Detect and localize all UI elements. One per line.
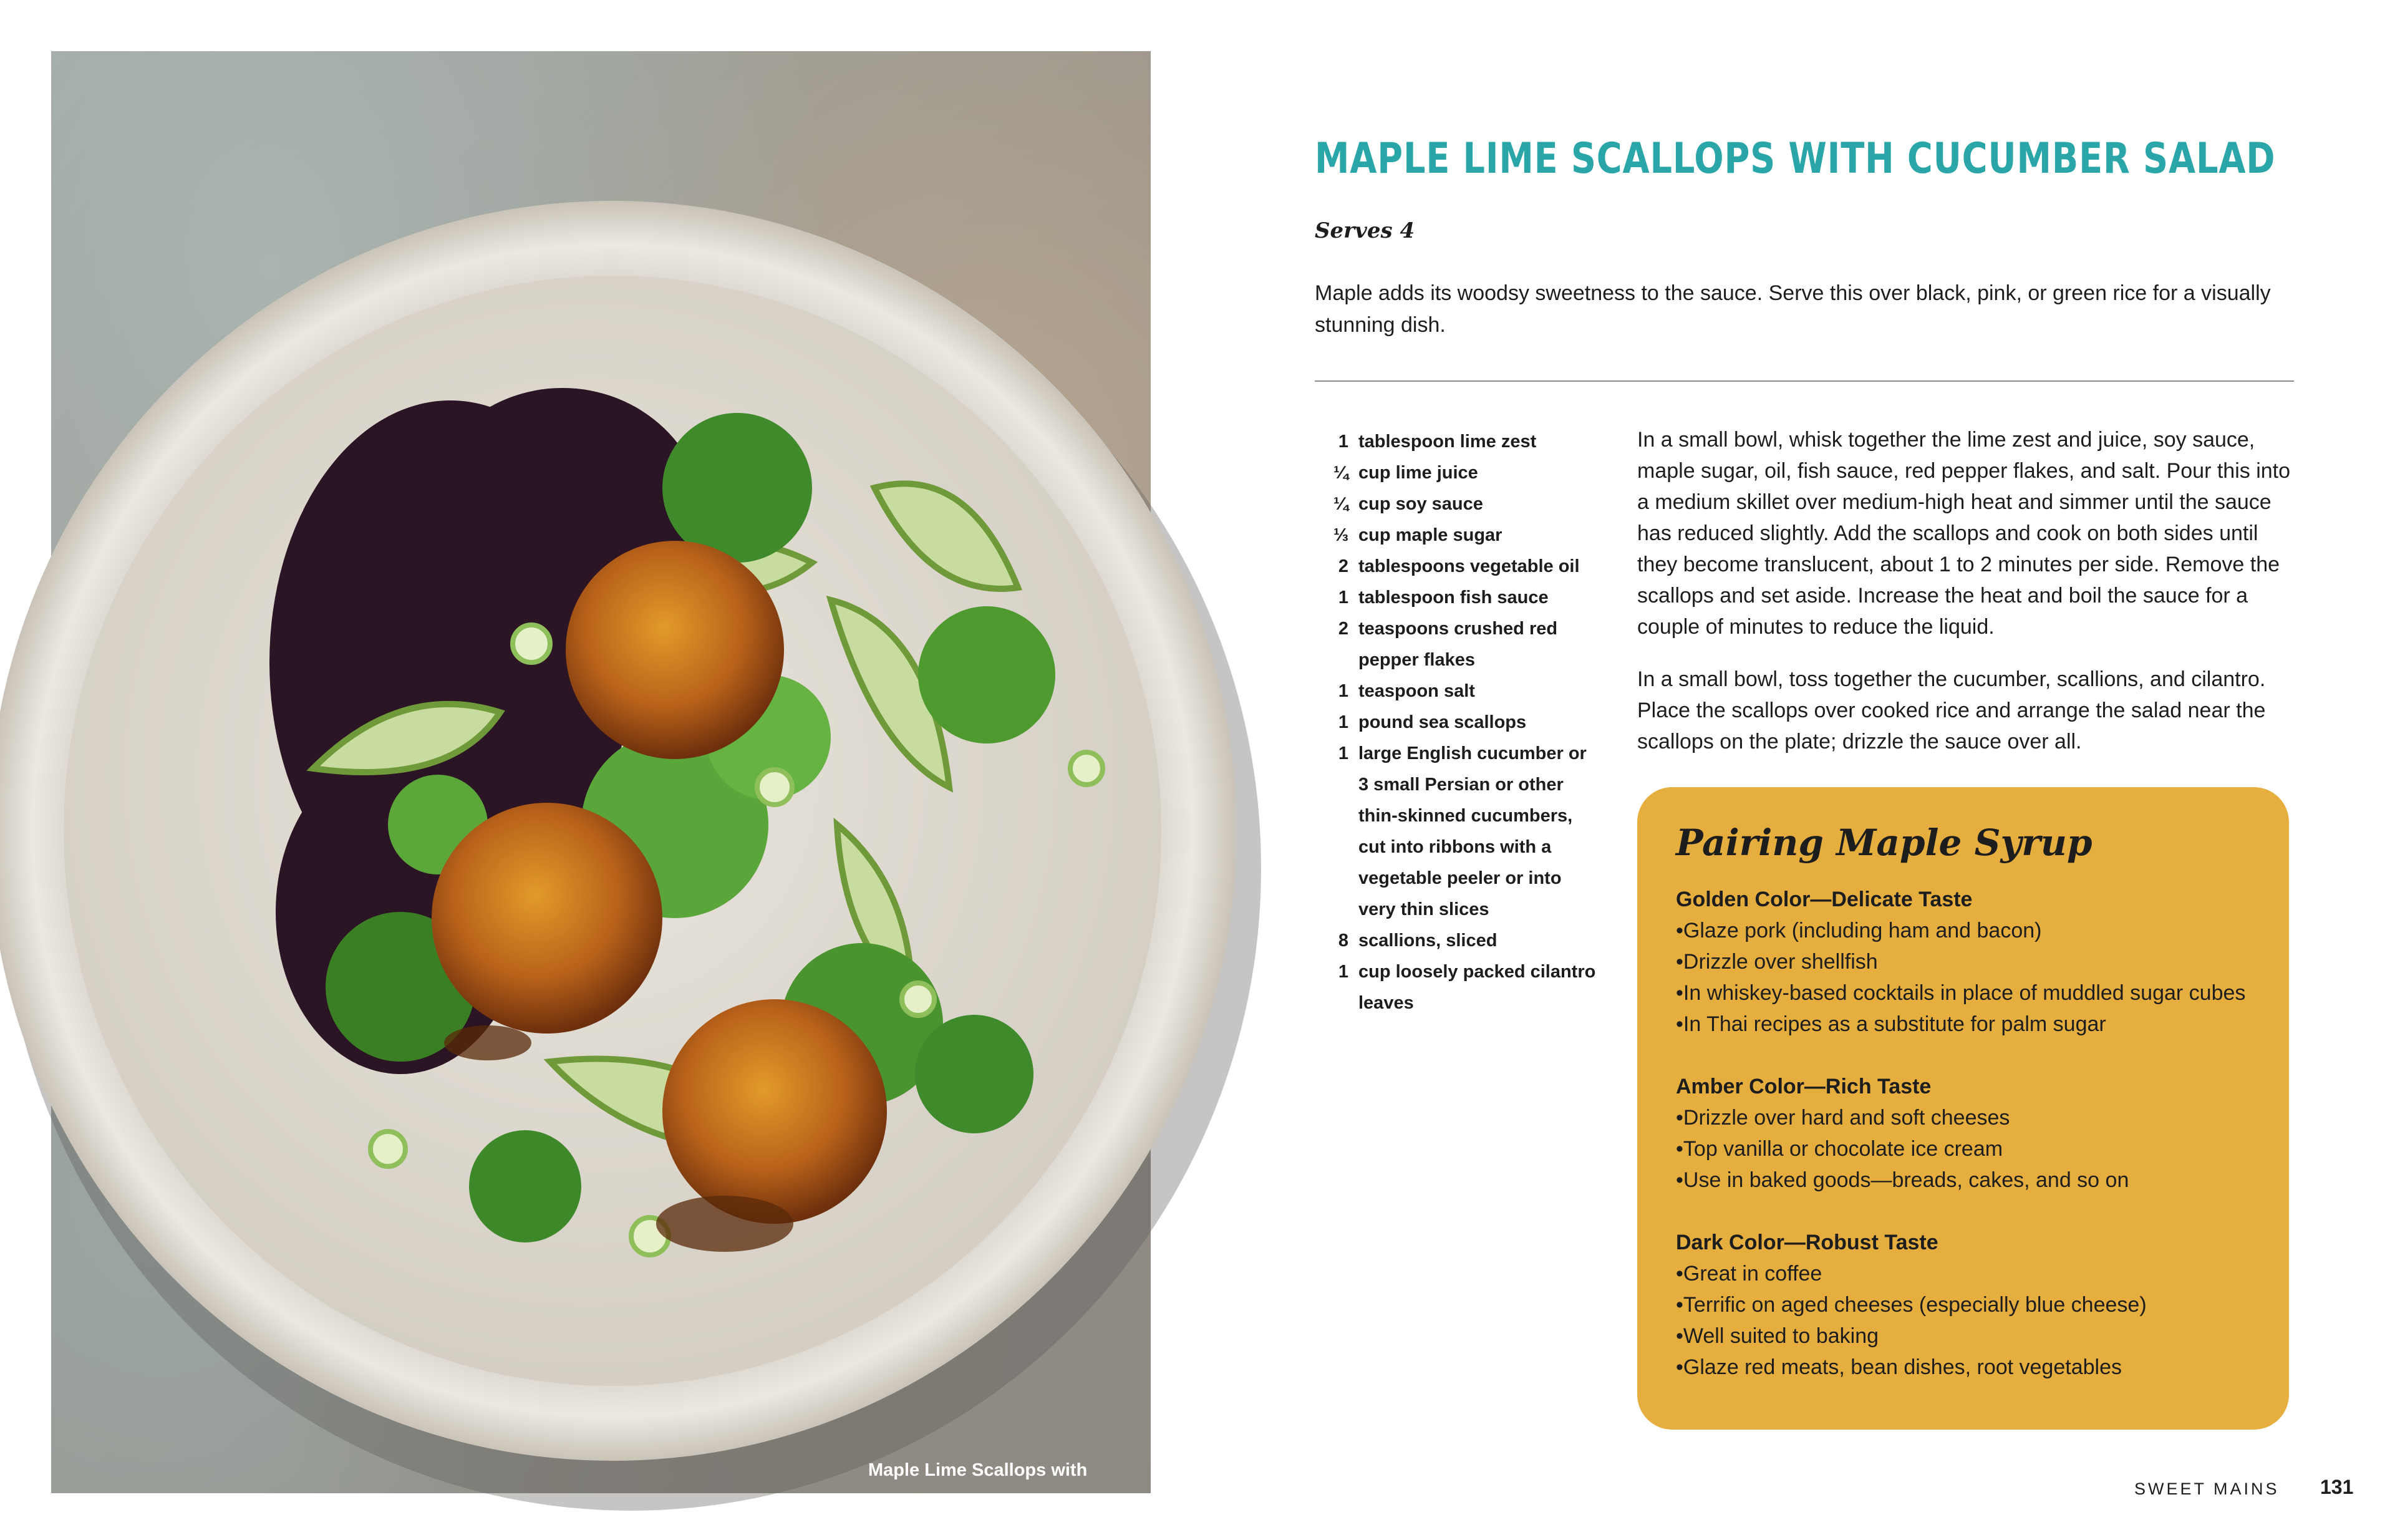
ingredient-qty: 8 <box>1338 931 1348 951</box>
ingredient-item: tablespoons vegetable oil <box>1358 556 1580 576</box>
ingredient-row <box>1322 520 1597 551</box>
ingredient-qty: 1 <box>1338 962 1348 982</box>
grade-title: Dark Color—Robust Taste <box>1676 1231 1938 1254</box>
ingredient-qty: ⅓ <box>1333 525 1348 545</box>
pairing-sidebar <box>1637 787 2289 1430</box>
ingredient-item: cup loosely packed cilantro leaves <box>1358 962 1596 1013</box>
ingredient-row <box>1322 426 1597 457</box>
method-step-1: In a small bowl, whisk together the lime zest and juice, soy sauce, maple sugar, oil, fish sauce, red pepper flakes, and salt. Pour this into a medium skillet over medium-high heat and simmer until the sauce has reduced slightly. Add the scallops and cook on both sides until they become translucent, about 1 to 2 minutes per side. Remove the scallops and set aside. Increase the heat and boil the sauce for a couple of minutes to reduce the liquid. <box>1637 428 2291 639</box>
use-item: • Glaze pork (including ham and bacon) <box>1676 915 2275 946</box>
ingredient-qty: 1 <box>1338 743 1348 763</box>
grade-title: Amber Color—Rich Taste <box>1676 1075 1932 1098</box>
scallop-middle <box>432 803 662 1034</box>
scallop-bottom <box>662 999 887 1224</box>
running-head: SWEET MAINS <box>2134 1479 2280 1498</box>
photo-caption-line2: Cucumber Salad and Black Rice <box>868 1491 1145 1511</box>
ingredient-row <box>1322 551 1597 582</box>
ingredient-qty: 1 <box>1338 432 1348 452</box>
use-item: • Well suited to baking <box>1676 1320 2275 1352</box>
ingredient-row <box>1322 676 1597 707</box>
use-item: • Drizzle over hard and soft cheeses <box>1676 1102 2275 1133</box>
ingredient-item: tablespoon fish sauce <box>1358 588 1549 608</box>
grade-uses <box>1676 1102 2275 1196</box>
recipe-photo <box>51 51 1151 1511</box>
use-item: • Top vanilla or chocolate ice cream <box>1676 1133 2275 1165</box>
sidebar-groups <box>1676 884 2275 1414</box>
ingredient-row <box>1322 738 1597 925</box>
ingredient-item: scallions, sliced <box>1358 931 1497 951</box>
grade-dark <box>1676 1227 2275 1383</box>
grade-golden <box>1676 884 2275 1040</box>
use-item: • Great in coffee <box>1676 1258 2275 1289</box>
ingredient-qty: 2 <box>1338 619 1348 639</box>
use-item: • Terrific on aged cheeses (especially blue cheese) <box>1676 1289 2275 1320</box>
use-item: • Use in baked goods—breads, cakes, and so on <box>1676 1165 2275 1196</box>
ingredient-item: tablespoon lime zest <box>1358 432 1537 452</box>
recipe-intro: Maple adds its woodsy sweetness to the sauce. Serve this over black, pink, or green rice for a visually stunning dish. <box>1315 281 2271 337</box>
grade-title: Golden Color—Delicate Taste <box>1676 888 1973 911</box>
ingredient-row <box>1322 956 1597 1019</box>
ingredient-item: large English cucumber or 3 small Persian or other thin-skinned cucumbers, cut into ribbons with a vegetable peeler or into very thin slices <box>1358 743 1587 919</box>
ingredient-item: teaspoons crushed red pepper flakes <box>1358 619 1558 670</box>
ingredient-row <box>1322 707 1597 738</box>
ingredient-qty: 1 <box>1338 681 1348 701</box>
use-item: • Drizzle over shellfish <box>1676 946 2275 977</box>
scallop-top <box>566 541 784 759</box>
ingredient-qty: 1 <box>1338 588 1348 608</box>
ingredient-row <box>1322 457 1597 488</box>
sidebar-title: Pairing Maple Syrup <box>1676 821 2093 864</box>
ingredient-item: teaspoon salt <box>1358 681 1475 701</box>
grade-amber <box>1676 1071 2275 1196</box>
photo-caption-line1: Maple Lime Scallops with <box>868 1460 1088 1480</box>
use-item: • In Thai recipes as a substitute for palm sugar <box>1676 1009 2275 1040</box>
use-item: • In whiskey-based cocktails in place of muddled sugar cubes <box>1676 977 2275 1009</box>
ingredient-row <box>1322 925 1597 956</box>
ingredient-row <box>1322 488 1597 520</box>
ingredient-qty: ¼ <box>1333 494 1348 514</box>
ingredient-list <box>1322 426 1597 1019</box>
photo-caption <box>868 1455 1255 1517</box>
ingredient-item: cup soy sauce <box>1358 494 1483 514</box>
page-number: 131 <box>2320 1476 2354 1498</box>
method-step-2: In a small bowl, toss together the cucumber, scallions, and cilantro. Place the scallops over cooked rice and arrange the salad near the scallops on the plate; drizzle the sauce over all. <box>1637 667 2266 753</box>
ingredient-qty: 1 <box>1338 712 1348 732</box>
section-divider <box>1315 380 2294 382</box>
serves-line: Serves 4 <box>1315 218 1415 243</box>
use-item: • Glaze red meats, bean dishes, root vegetables <box>1676 1352 2275 1383</box>
ingredient-item: cup maple sugar <box>1358 525 1502 545</box>
ingredient-row <box>1322 582 1597 613</box>
method-text <box>1637 424 2295 778</box>
recipe-title: MAPLE LIME SCALLOPS WITH CUCUMBER SALAD <box>1315 134 2276 183</box>
ingredient-row <box>1322 613 1597 676</box>
ingredient-qty: 2 <box>1338 556 1348 576</box>
dish-illustration <box>51 51 1151 1493</box>
ingredient-qty: ¼ <box>1333 463 1348 483</box>
grade-uses <box>1676 915 2275 1040</box>
ingredient-item: cup lime juice <box>1358 463 1478 483</box>
grade-uses <box>1676 1258 2275 1383</box>
ingredient-item: pound sea scallops <box>1358 712 1527 732</box>
